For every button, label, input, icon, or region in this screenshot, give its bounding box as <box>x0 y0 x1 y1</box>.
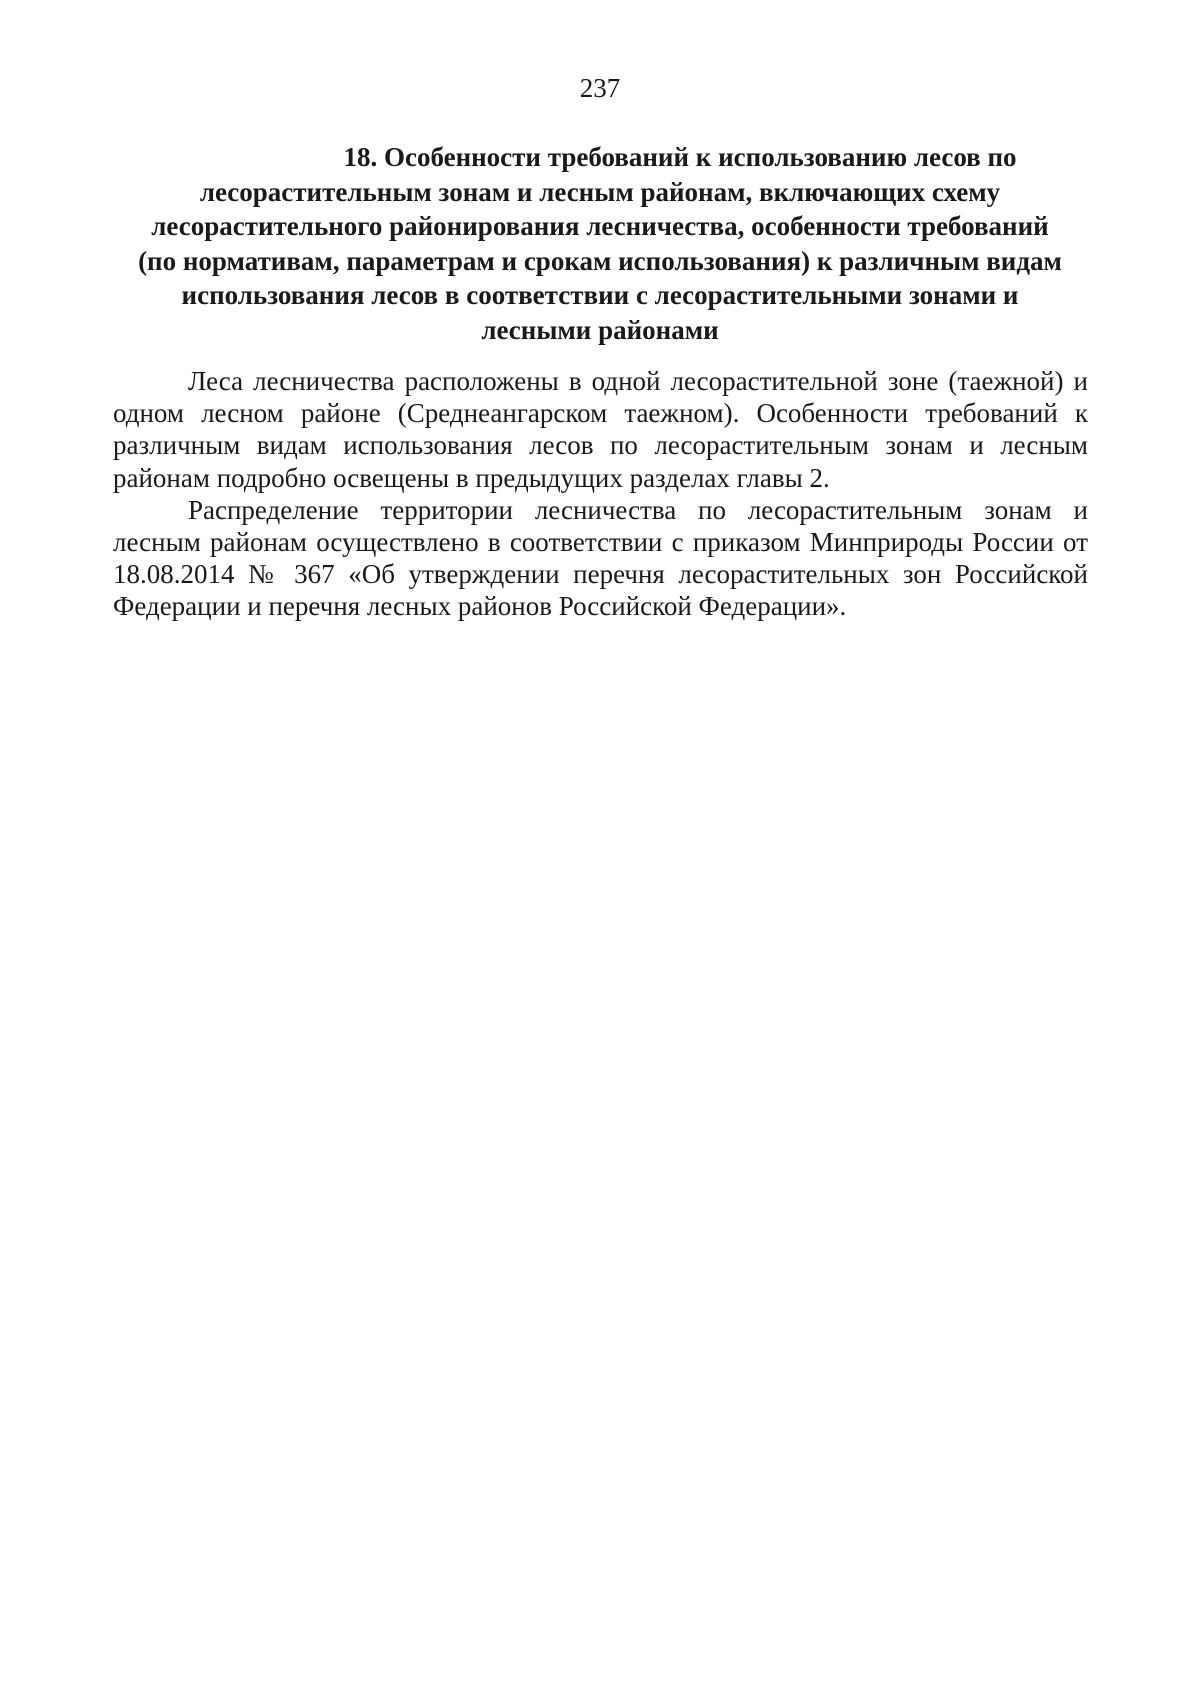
body-text <box>113 365 1088 623</box>
heading-line: (по нормативам, параметрам и срокам использования) к различным видам <box>138 245 1062 276</box>
heading-line: использования лесов в соответствии с лесорастительными зонами и <box>181 280 1019 310</box>
heading-line: 18. Особенности требований к использованию лесов по <box>343 142 1017 172</box>
page-number: 237 <box>579 73 621 103</box>
heading-line: лесорастительным зонам и лесным районам, включающих схему <box>199 176 1001 207</box>
paragraph-territory-distribution: Распределение территории лесничества по лесорастительным зонам и лесным районам осуществлено в соответствии с приказом Минприроды России от 18.08.2014 № 367 «Об утверждении перечня лесорастительных зон Российской Федерации и перечня лесных районов Российской Федерации». <box>113 494 1088 622</box>
heading-line: лесными районами <box>481 314 719 345</box>
heading-line: лесорастительного районирования лесничества, особенности требований <box>151 211 1049 241</box>
section-heading <box>110 140 1090 347</box>
paragraph-forest-zones: Леса лесничества расположены в одной лесорастительной зоне (таежной) и одном лесном районе (Среднеангарском таежном). Особенности требований к различным видам использования лесов по лесорастительным зонам и лесным районам подробно освещены в предыдущих разделах главы 2. <box>113 366 1088 493</box>
